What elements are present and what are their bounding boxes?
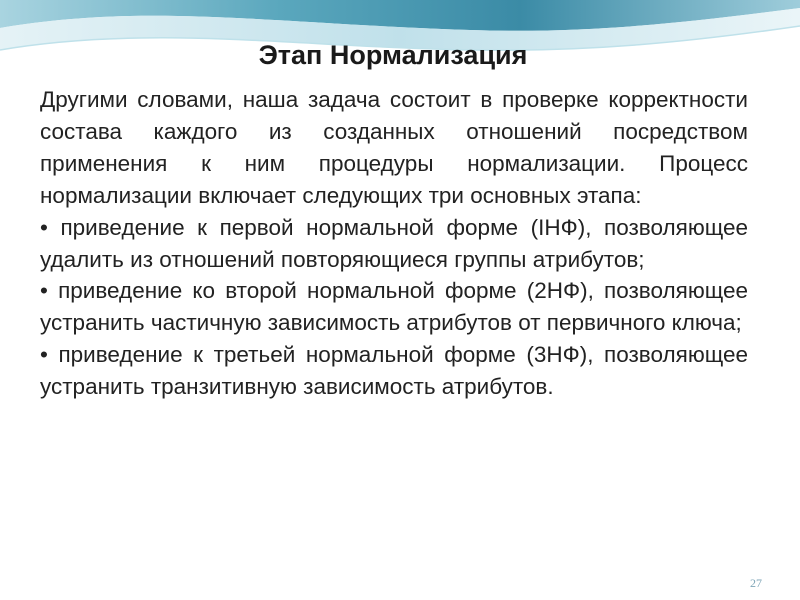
bullet-item-3nf: • приведение к третьей нормальной форме (3НФ), позволяющее устранить транзитивную зависимость атрибутов. [40, 342, 748, 400]
bullet-item-2nf: • приведение ко второй нормальной форме (2НФ), позволяющее устранить частичную зависимость атрибутов от первичного ключа; [40, 278, 748, 336]
slide-title-text: Этап Нормализация [258, 40, 528, 70]
bullet-item-1nf: • приведение к первой нормальной форме (IНФ), позволяющее удалить из отношений повторяющиеся группы атрибутов; [40, 214, 748, 272]
slide-title [0, 38, 800, 72]
intro-paragraph: Другими словами, наша задача состоит в проверке корректности состава каждого из созданных отношений посредством применения к ним процедуры нормализации. Процесс нормализации включает следующих три основных этапа: [40, 87, 748, 208]
slide-body [40, 84, 748, 403]
page-number: 27 [750, 576, 762, 590]
